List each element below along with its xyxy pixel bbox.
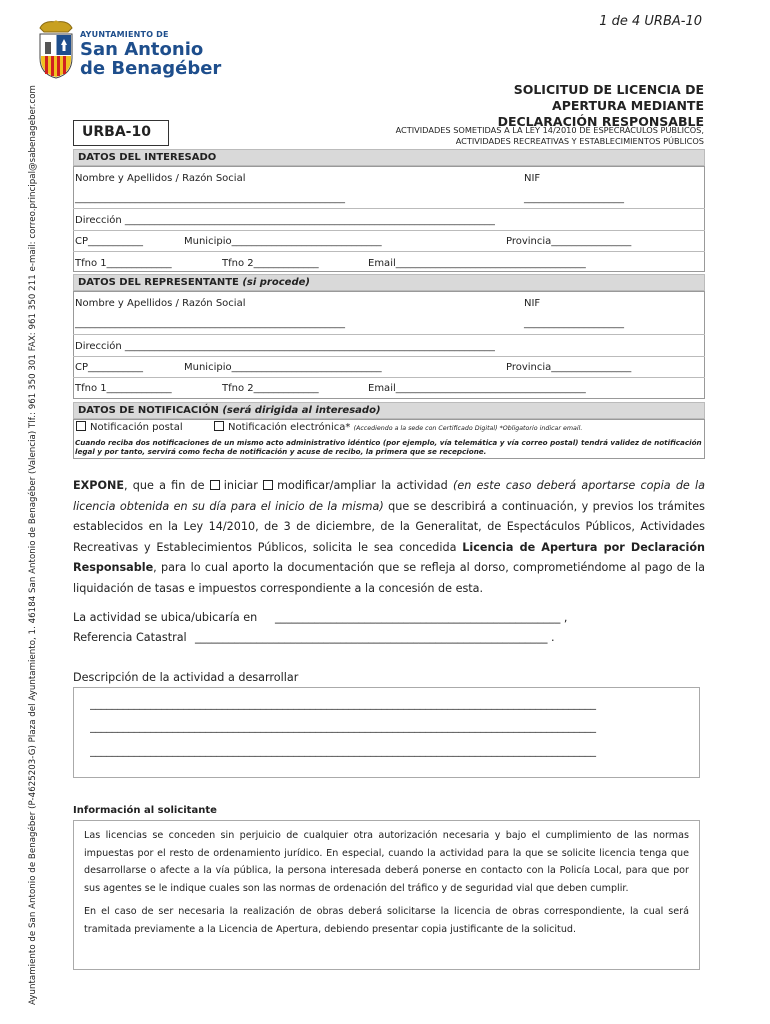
logo-title-line2: de Benagéber	[80, 58, 222, 79]
interesado-nombre-label: Nombre y Apellidos / Razón Social	[75, 173, 246, 184]
representante-nombre-field[interactable]: ______________________________________________________	[75, 318, 345, 329]
representante-nif-label: NIF	[524, 298, 541, 309]
postal-label: Notificación postal	[90, 422, 183, 433]
divider	[73, 334, 705, 335]
info-paragraph-2: En el caso de ser necesaria la realización de obras deberá solicitarse la licencia de obras correspondiente, la cual será tramitada previamente a la Licencia de Apertura, debiendo presentar copia justificante de la solicitud.	[84, 906, 689, 935]
representante-cp-field[interactable]: CP___________	[75, 362, 144, 373]
interesado-nif-label: NIF	[524, 173, 541, 184]
title-line-3: DECLARACIÓN RESPONSABLE	[497, 114, 704, 129]
subtitle-line-1: ACTIVIDADES SOMETIDAS A LA LEY 14/2010 DE ESPECRÁCULOS PÚBLICOS,	[395, 125, 704, 135]
document-title	[444, 82, 704, 130]
notificacion-electronica-option[interactable]	[214, 421, 582, 433]
notificacion-legal-note: Cuando reciba dos notificaciones de un mismo acto administrativo idéntico (por ejemplo, vía telemática y vía correo postal) tendrá validez de notificación legal y por tanto, servirá como fecha de notificación y acuse de recibo, la primera que se recepcione.	[75, 438, 702, 456]
expone-text-2: que se describirá a continuación, y previos los trámites establecidos en la Ley 14/2010, de 3 de diciembre, de la Generalitat, de Espectáculos Públicos, Actividades Recreativas y Establecimientos Públicos, solicita le sea concedida	[73, 499, 705, 554]
representante-email-field[interactable]: Email______________________________________	[368, 383, 586, 394]
title-line-2: APERTURA MEDIANTE	[552, 98, 704, 113]
coat-of-arms-icon	[34, 18, 78, 80]
logo-subtitle: AYUNTAMIENTO DE	[80, 30, 169, 39]
info-paragraph-1: Las licencias se conceden sin perjuicio de cualquier otra autorización necesaria y bajo el cumplimiento de las normas impuestas por el resto de ordenamiento jurídico. En especial, cuando la actividad para la que se solicite licencia tenga que desarrollarse o afecte a la vía pública, la persona interesada deberá ponerse en contacto con la Policía Local, para que por sus agentes se le indique cuales son las normas de ordenación del tráfico y de seguridad vial que deben cumplir.	[84, 830, 689, 894]
expone-label: EXPONE	[73, 479, 124, 492]
postal-checkbox[interactable]	[76, 421, 86, 431]
section-notificacion-title: DATOS DE NOTIFICACIÓN	[78, 405, 219, 416]
section-representante-note: (si procede)	[242, 277, 310, 288]
descripcion-label: Descripción de la actividad a desarrollar	[73, 671, 299, 684]
descripcion-line-1[interactable]: ____________________________________________________________________________________________	[90, 697, 596, 710]
interesado-nif-field[interactable]: ____________________	[524, 193, 624, 204]
divider	[73, 356, 705, 357]
divider	[73, 377, 705, 378]
electronica-checkbox[interactable]	[214, 421, 224, 431]
logo-title-line1: San Antonio	[80, 39, 204, 60]
page-indicator: 1 de 4 URBA-10	[599, 14, 702, 29]
interesado-tfno1-field[interactable]: Tfno 1_____________	[75, 258, 172, 269]
electronica-note: (Accediendo a la sede con Certificado Digital) *Obligatorio indicar email.	[353, 425, 583, 432]
representante-municipio-field[interactable]: Municipio______________________________	[184, 362, 382, 373]
expone-italic-note: (en este caso deberá aportarse copia de la licencia obtenida en su día para el inicio de la misma)	[73, 479, 706, 513]
info-box	[73, 820, 700, 970]
representante-provincia-field[interactable]: Provincia________________	[506, 362, 632, 373]
side-contact-text: Ayuntamiento de San Antonio de Benagéber (P-4625203-G) Plaza del Ayuntamiento, 1. 46184 San Antonio de Benagéber (Valencia) Tlf.: 961 350 301 FAX: 961 350 211 e-mail: correo.principal@sabenageber.com	[28, 85, 38, 1005]
descripcion-line-2[interactable]: ____________________________________________________________________________________________	[90, 720, 596, 733]
interesado-cp-field[interactable]: CP___________	[75, 236, 144, 247]
section-notificacion-note: (será dirigida al interesado)	[222, 405, 381, 416]
section-representante-header	[73, 274, 705, 291]
ubicacion-label: La actividad se ubica/ubicaría en	[73, 611, 258, 624]
iniciar-checkbox[interactable]	[210, 480, 220, 490]
logo-title	[80, 40, 221, 78]
notificacion-postal-option[interactable]	[76, 421, 183, 433]
expone-text-3: , para lo cual aporto la documentación que se refleja al dorso, comprometiéndome al pago de la liquidación de tasas e impuestos correspondiente a la concesión de esta.	[73, 561, 705, 595]
section-interesado-title: DATOS DEL INTERESADO	[78, 152, 217, 163]
interesado-nombre-field[interactable]: ______________________________________________________	[75, 193, 345, 204]
representante-nif-field[interactable]: ____________________	[524, 318, 624, 329]
section-notificacion-header	[73, 402, 705, 419]
title-line-1: SOLICITUD DE LICENCIA DE	[513, 82, 704, 97]
info-title: Información al solicitante	[73, 805, 217, 816]
ubicacion-field[interactable]: ___________________________________________________ ,	[275, 611, 568, 624]
document-subtitle	[304, 125, 704, 147]
representante-direccion-field[interactable]: Dirección __________________________________________________________________________	[75, 341, 495, 352]
interesado-tfno2-field[interactable]: Tfno 2_____________	[222, 258, 319, 269]
expone-paragraph	[73, 476, 705, 599]
modificar-checkbox[interactable]	[263, 480, 273, 490]
modificar-label: modificar/ampliar la actividad	[277, 479, 448, 492]
interesado-email-field[interactable]: Email______________________________________	[368, 258, 586, 269]
divider	[73, 251, 705, 252]
divider	[73, 208, 705, 209]
section-interesado-header	[73, 149, 705, 166]
expone-bold-licencia: Licencia de Apertura por Declaración Responsable	[73, 540, 706, 574]
divider	[73, 230, 705, 231]
electronica-label: Notificación electrónica*	[228, 422, 351, 433]
section-representante-title: DATOS DEL REPRESENTANTE	[78, 277, 239, 288]
iniciar-label: iniciar	[223, 479, 258, 492]
interesado-direccion-field[interactable]: Dirección __________________________________________________________________________	[75, 215, 495, 226]
referencia-catastral-label: Referencia Catastral	[73, 631, 187, 644]
expone-text-1: , que a fin de	[123, 479, 210, 492]
form-code-box: URBA-10	[73, 120, 169, 146]
subtitle-line-2: ACTIVIDADES RECREATIVAS Y ESTABLECIMIENTOS PÚBLICOS	[455, 136, 704, 146]
representante-tfno2-field[interactable]: Tfno 2_____________	[222, 383, 319, 394]
representante-nombre-label: Nombre y Apellidos / Razón Social	[75, 298, 246, 309]
descripcion-line-3[interactable]: ____________________________________________________________________________________________	[90, 744, 596, 757]
representante-tfno1-field[interactable]: Tfno 1_____________	[75, 383, 172, 394]
interesado-municipio-field[interactable]: Municipio______________________________	[184, 236, 382, 247]
referencia-catastral-field[interactable]: _______________________________________________________________ .	[195, 631, 555, 644]
interesado-provincia-field[interactable]: Provincia________________	[506, 236, 632, 247]
